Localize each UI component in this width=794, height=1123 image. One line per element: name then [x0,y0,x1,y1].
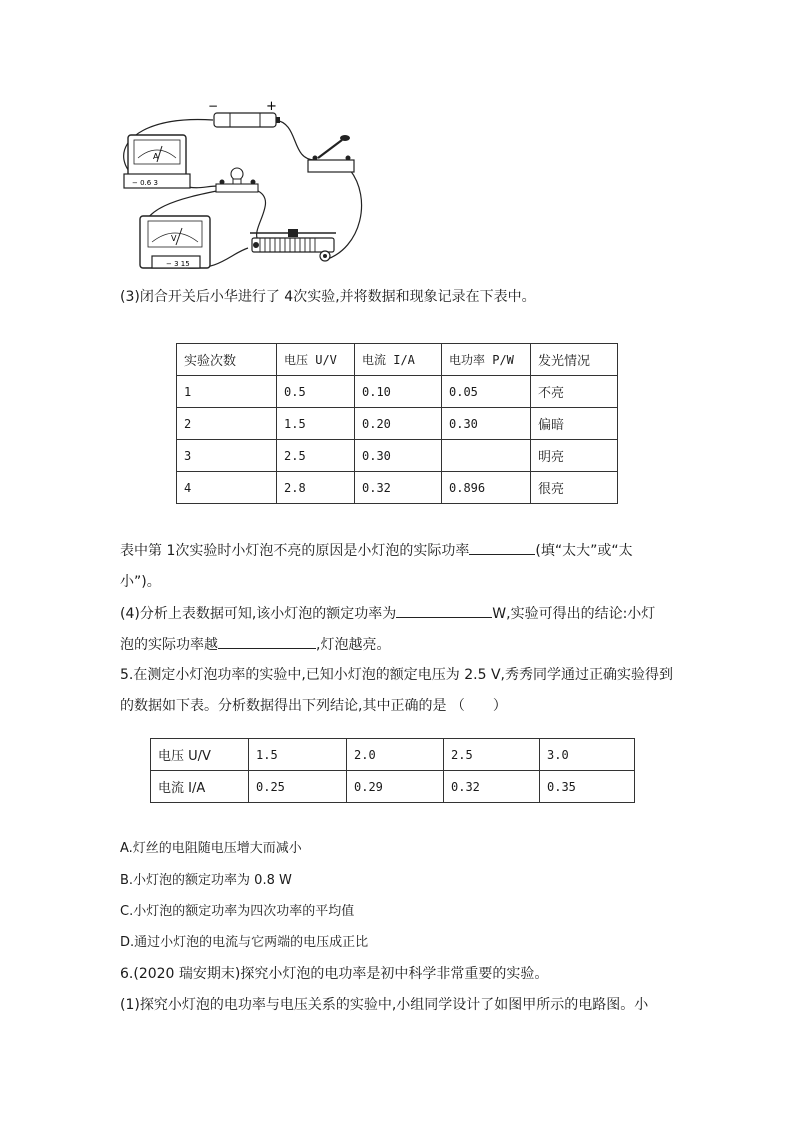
table-row [151,739,635,771]
table-cell: 0.10 [355,376,442,408]
q4-reason-text: 表中第 1次实验时小灯泡不亮的原因是小灯泡的实际功率 [120,543,470,559]
battery-negative-label: − [208,99,219,113]
table-cell: 0.32 [444,771,540,803]
table-cell: 3.0 [540,739,635,771]
voltage-current-table [150,738,635,803]
table-cell: 电流 I/A [151,771,249,803]
circuit-diagram [110,98,370,276]
table-header-cell: 电功率 P/W [442,344,531,376]
table-cell: 0.5 [277,376,355,408]
table-cell: 不亮 [531,376,618,408]
q5-stem-line1: 5.在测定小灯泡功率的实验中,已知小灯泡的额定电压为 2.5 V,秀秀同学通过正确实验得到 [120,667,673,683]
experiment-data-table [176,343,618,504]
answer-blank-1[interactable] [469,540,535,555]
table-cell: 0.05 [442,376,531,408]
q4-part4-line2 [120,634,390,655]
table-cell: 2.5 [277,440,355,472]
table-cell: 1 [177,376,277,408]
table-cell: 3 [177,440,277,472]
table-cell: 电压 U/V [151,739,249,771]
table-row [177,440,618,472]
q4-reason-line [120,540,633,561]
q4-reason-hint: (填“太大”或“太 [535,543,633,559]
table-cell: 4 [177,472,277,504]
answer-blank-2[interactable] [396,603,492,618]
table-cell: 0.35 [540,771,635,803]
q5-option-c[interactable]: C.小灯泡的额定功率为四次功率的平均值 [120,904,355,919]
table-cell: 2 [177,408,277,440]
table-header-cell: 发光情况 [531,344,618,376]
q4-part4-text3: ,灯泡越亮。 [316,637,391,653]
battery-icon [214,113,280,127]
wire-battery-switch [275,120,315,160]
table-cell: 1.5 [249,739,347,771]
voltmeter-letter: V [171,234,177,243]
q4-part4-line1 [120,603,655,624]
table-row [177,376,618,408]
table-cell [442,440,531,472]
q4-part4-text: (4)分析上表数据可知,该小灯泡的额定功率为 [120,606,397,622]
answer-blank-3[interactable] [218,634,316,649]
battery-positive-label: + [266,99,277,114]
table-row [177,408,618,440]
ammeter-letter: A [153,152,159,161]
rheostat-icon [250,229,336,261]
table-row [177,472,618,504]
q4-part4-text2: 泡的实际功率越 [120,637,218,653]
table-cell: 0.32 [355,472,442,504]
table-cell: 0.30 [355,440,442,472]
table-cell: 偏暗 [531,408,618,440]
q6-stem: 6.(2020 瑞安期末)探究小灯泡的电功率是初中科学非常重要的实验。 [120,966,549,982]
q4-part3-intro: (3)闭合开关后小华进行了 4次实验,并将数据和现象记录在下表中。 [120,289,536,305]
table-cell: 明亮 [531,440,618,472]
table-cell: 很亮 [531,472,618,504]
ammeter-terminals: − 0.6 3 [132,179,158,187]
lightbulb-icon [216,168,258,192]
switch-icon [308,135,354,172]
table-cell: 2.0 [347,739,444,771]
q5-option-b[interactable]: B.小灯泡的额定功率为 0.8 W [120,873,292,888]
q4-part4-text-cont: W,实验可得出的结论:小灯 [492,606,656,622]
table-cell: 1.5 [277,408,355,440]
q5-option-a[interactable]: A.灯丝的电阻随电压增大而减小 [120,841,302,856]
table-cell: 0.896 [442,472,531,504]
table-header-cell: 实验次数 [177,344,277,376]
table-cell: 0.20 [355,408,442,440]
table-header-cell: 电流 I/A [355,344,442,376]
q6-part1: (1)探究小灯泡的电功率与电压关系的实验中,小组同学设计了如图甲所示的电路图。小 [120,997,649,1013]
table-cell: 0.30 [442,408,531,440]
table-row [151,771,635,803]
voltmeter-terminals: − 3 15 [166,260,190,268]
table-header-cell: 电压 U/V [277,344,355,376]
q5-option-d[interactable]: D.通过小灯泡的电流与它两端的电压成正比 [120,935,369,950]
table-cell: 2.8 [277,472,355,504]
table-cell: 2.5 [444,739,540,771]
q4-reason-line2: 小”)。 [120,574,161,590]
q5-stem-line2: 的数据如下表。分析数据得出下列结论,其中正确的是 （ ） [120,698,507,714]
table-header-row [177,344,618,376]
table-cell: 0.29 [347,771,444,803]
table-cell: 0.25 [249,771,347,803]
